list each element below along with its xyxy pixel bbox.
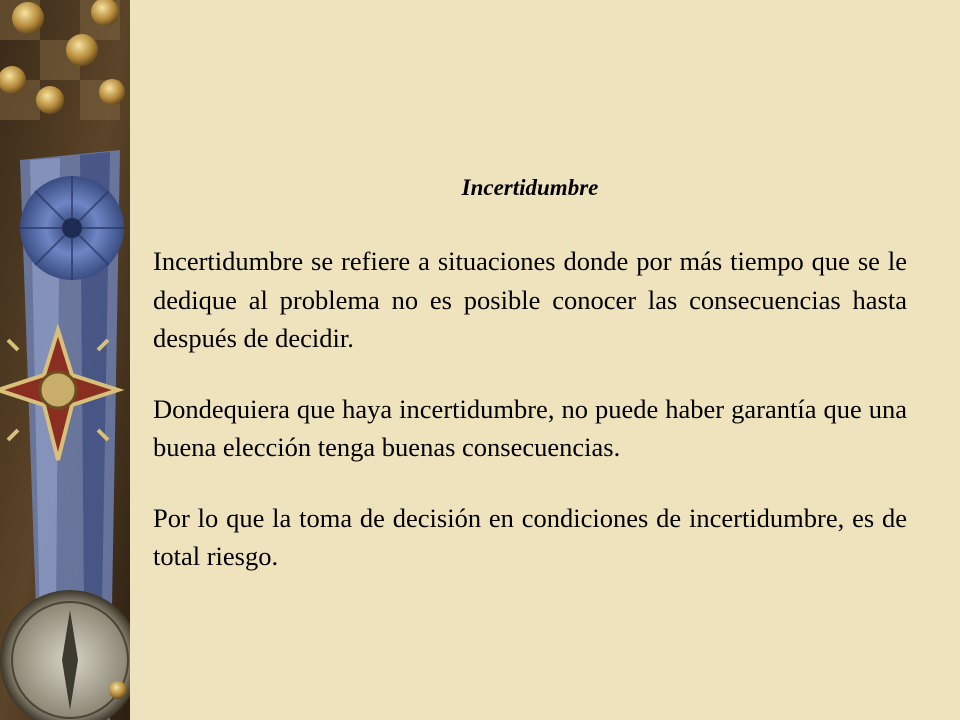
medal-and-compass-photo	[0, 0, 130, 720]
paragraph-risk: Por lo que la toma de decisión en condiciones de incertidumbre, es de total riesgo.	[153, 502, 907, 571]
paragraph-no-guarantee: Dondequiera que haya incertidumbre, no puede haber garantía que una buena elección tenga buenas consecuencias.	[153, 393, 907, 462]
slide-title: Incertidumbre	[461, 175, 599, 200]
slide-content	[153, 168, 907, 608]
paragraph-definition: Incertidumbre se refiere a situaciones donde por más tiempo que se le dedique al problema no es posible conocer las consecuencias hasta después de decidir.	[153, 246, 907, 353]
